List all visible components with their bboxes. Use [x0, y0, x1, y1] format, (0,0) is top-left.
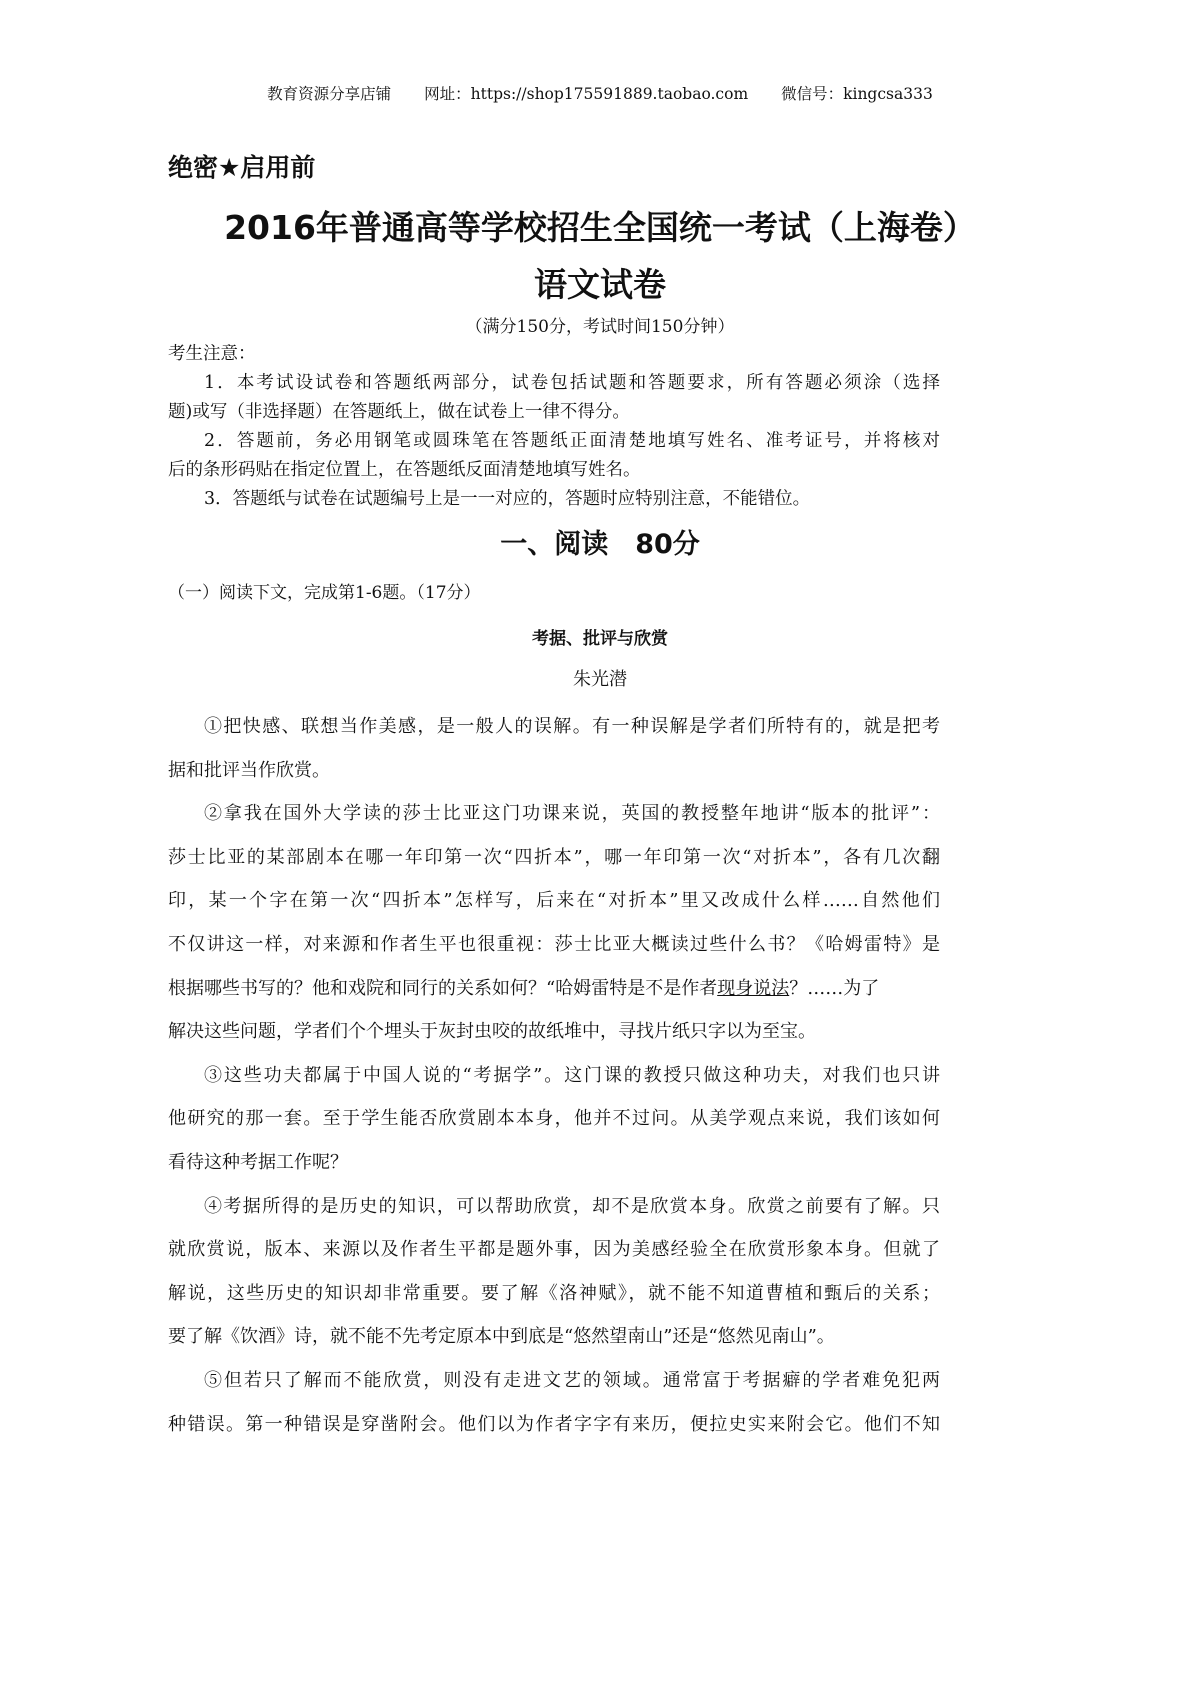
- line-text: 印，某一个字在第一次“四折本”怎样写，后来在“对折本”里又改成什么样……自然他们: [168, 890, 940, 912]
- score-info: （满分150分，考试时间150分钟）: [465, 317, 735, 337]
- shop-name: 教育资源分享店铺: [267, 85, 392, 103]
- text-line: [168, 398, 940, 427]
- wechat-id: 微信号：kingcsa333: [781, 85, 933, 103]
- text-line: [168, 705, 940, 749]
- line-text: 1．本考试设试卷和答题纸两部分，试卷包括试题和答题要求，所有答题必须涂（选择: [204, 373, 940, 393]
- line-text: 解决这些问题，学者们个个埋头于灰封虫咬的故纸堆中，寻找片纸只字以为至宝。: [168, 1021, 816, 1043]
- text-line: [168, 749, 940, 793]
- text-line: [168, 1185, 940, 1229]
- text-line: [168, 1010, 940, 1054]
- article-body: [168, 705, 940, 1446]
- text-line: [168, 1403, 940, 1447]
- line-text: 2．答题前，务必用钢笔或圆珠笔在答题纸正面清楚地填写姓名、准考证号，并将核对: [204, 431, 940, 451]
- line-text: ③这些功夫都属于中国人说的“考据学”。这门课的教授只做这种功夫，对我们也只讲: [204, 1064, 940, 1086]
- text-line: [168, 456, 940, 485]
- text-line: [168, 369, 940, 398]
- line-text: 看待这种考据工作呢？: [168, 1151, 348, 1173]
- line-text: ⑤但若只了解而不能欣赏，则没有走进文艺的领域。通常富于考据癖的学者难免犯两: [204, 1369, 940, 1391]
- text-line: [168, 792, 940, 836]
- line-text: ②拿我在国外大学读的莎士比亚这门功课来说，英国的教授整年地讲“版本的批评”：: [204, 803, 940, 825]
- text-line: [168, 923, 940, 967]
- text-line: [168, 1228, 940, 1272]
- line-text: 后的条形码贴在指定位置上，在答题纸反面清楚地填写姓名。: [168, 460, 641, 480]
- text-line: [168, 427, 940, 456]
- text-line: [168, 1054, 940, 1098]
- line-text: ④考据所得的是历史的知识，可以帮助欣赏，却不是欣赏本身。欣赏之前要有了解。只: [204, 1195, 940, 1217]
- line-text: 根据哪些书写的？他和戏院和同行的关系如何？“哈姆雷特是不是作者: [168, 977, 718, 999]
- secret-label: 绝密★启用前: [168, 153, 316, 182]
- article-title: 考据、批评与欣赏: [532, 629, 668, 649]
- candidate-notes: [168, 340, 940, 514]
- exam-subtitle: 语文试卷: [534, 265, 666, 304]
- text-line: [168, 1359, 940, 1403]
- exam-title: 2016年普通高等学校招生全国统一考试（上海卷）: [224, 208, 976, 247]
- article-author: 朱光潜: [573, 669, 627, 690]
- line-text: 种错误。第一种错误是穿凿附会。他们以为作者字字有来历，便拉史实来附会它。他们不知: [168, 1413, 940, 1435]
- shop-url: 网址：https://shop175591889.taobao.com: [424, 85, 749, 103]
- text-line: [168, 967, 940, 1011]
- text-line: [168, 1315, 940, 1359]
- text-line: [168, 1141, 940, 1185]
- section-heading: 一、阅读 80分: [500, 529, 700, 560]
- line-text: 解说，这些历史的知识却非常重要。要了解《洛神赋》，就不能不知道曹植和甄后的关系；: [168, 1282, 940, 1304]
- line-text: 莎士比亚的某部剧本在哪一年印第一次“四折本”，哪一年印第一次“对折本”，各有几次翻: [168, 846, 940, 868]
- notes-heading: 考生注意：: [168, 344, 256, 364]
- text-line: [168, 836, 940, 880]
- line-text: ①把快感、联想当作美感，是一般人的误解。有一种误解是学者们所特有的，就是把考: [204, 716, 940, 737]
- page-header: [0, 82, 1200, 104]
- text-line: [168, 485, 940, 514]
- line-text: 3．答题纸与试卷在试题编号上是一一对应的，答题时应特别注意，不能错位。: [204, 489, 811, 509]
- underlined-phrase: 现身说法: [717, 977, 790, 999]
- line-text: 就欣赏说，版本、来源以及作者生平都是题外事，因为美感经验全在欣赏形象本身。但就了: [168, 1239, 940, 1261]
- line-text: 他研究的那一套。至于学生能否欣赏剧本本身，他并不过问。从美学观点来说，我们该如何: [168, 1108, 940, 1130]
- text-line: [168, 1097, 940, 1141]
- line-text: 据和批评当作欣赏。: [168, 759, 330, 781]
- part-intro: （一）阅读下文，完成第1-6题。（17分）: [168, 583, 481, 603]
- line-text: 题)或写（非选择题）在答题纸上，做在试卷上一律不得分。: [168, 402, 630, 422]
- line-text: 要了解《饮酒》诗，就不能不先考定原本中到底是“悠然望南山”还是“悠然见南山”。: [168, 1326, 835, 1348]
- text-line: [168, 879, 940, 923]
- line-text-after: ？……为了: [789, 977, 880, 999]
- text-line: [168, 1272, 940, 1316]
- line-text: 不仅讲这一样，对来源和作者生平也很重视：莎士比亚大概读过些什么书？《哈姆雷特》是: [168, 933, 940, 955]
